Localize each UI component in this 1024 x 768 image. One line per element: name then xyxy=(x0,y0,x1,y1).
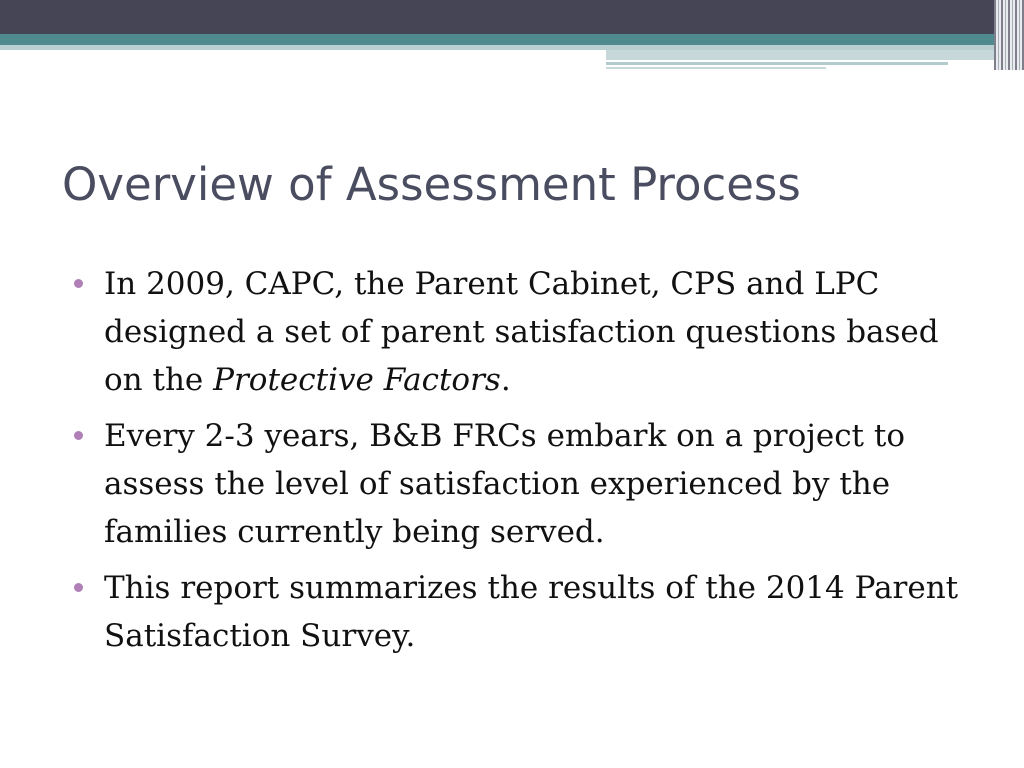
bullet-icon xyxy=(74,583,83,592)
header-accent-line xyxy=(606,67,826,69)
corner-stripes xyxy=(994,0,1024,70)
bullet-item xyxy=(74,260,974,404)
slide-title: Overview of Assessment Process xyxy=(62,158,801,211)
bullet-text: Every 2-3 years, B&B FRCs embark on a project to assess the level of satisfaction experienced by the families currently being served. xyxy=(104,418,905,550)
bullet-icon xyxy=(74,279,83,288)
bullet-text: This report summarizes the results of the 2014 Parent Satisfaction Survey. xyxy=(104,570,959,654)
header-accent-block xyxy=(606,50,996,60)
bullet-list xyxy=(74,260,974,668)
bullet-item xyxy=(74,564,974,660)
bullet-item xyxy=(74,412,974,556)
header-accent-line xyxy=(606,62,948,65)
header-dark-band xyxy=(0,0,1024,34)
bullet-text: In 2009, CAPC, the Parent Cabinet, CPS and LPC designed a set of parent satisfaction questions based on the xyxy=(104,266,939,398)
bullet-emphasis: Protective Factors xyxy=(213,362,501,398)
bullet-icon xyxy=(74,431,83,440)
bullet-text-end: . xyxy=(500,362,511,398)
header-teal-band xyxy=(0,34,1024,45)
